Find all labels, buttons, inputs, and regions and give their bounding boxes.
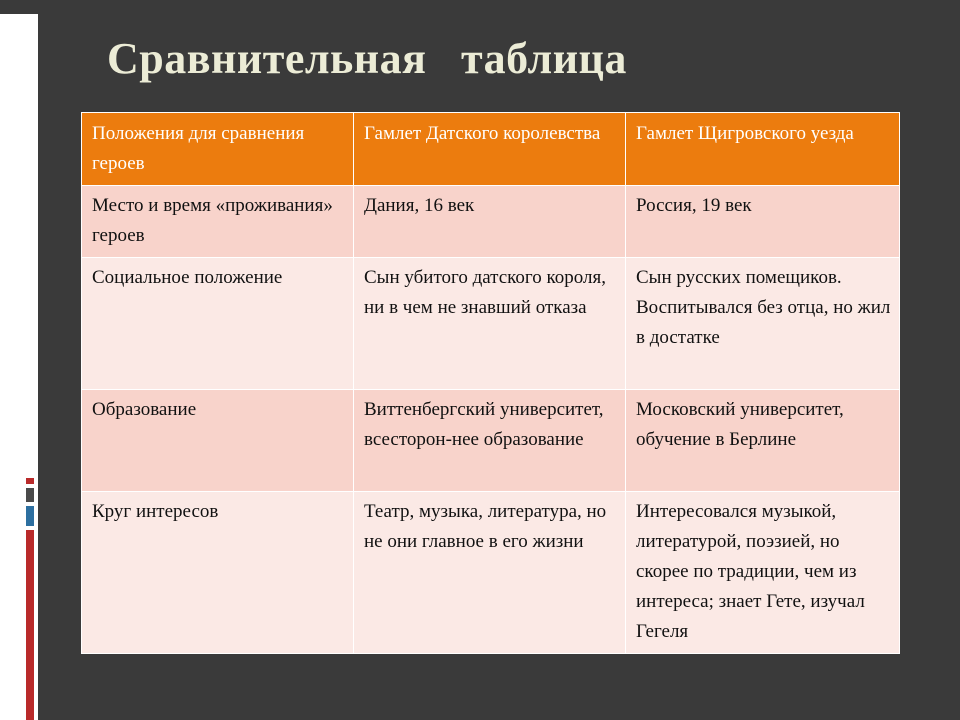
table-cell: Сын убитого датского короля, ни в чем не знавший отказа bbox=[354, 258, 626, 390]
table-cell: Дания, 16 век bbox=[354, 186, 626, 258]
table-cell: Театр, музыка, литература, но не они главное в его жизни bbox=[354, 492, 626, 654]
comparison-table-container bbox=[81, 112, 899, 654]
table-cell: Образование bbox=[82, 390, 354, 492]
table-cell: Виттенбергский университет, всесторон-нее образование bbox=[354, 390, 626, 492]
table-row bbox=[82, 492, 900, 654]
table-row bbox=[82, 390, 900, 492]
table-cell: Сын русских помещиков. Воспитывался без отца, но жил в достатке bbox=[626, 258, 900, 390]
table-cell: Круг интересов bbox=[82, 492, 354, 654]
table-header-row bbox=[82, 113, 900, 186]
table-cell: Россия, 19 век bbox=[626, 186, 900, 258]
table-cell: Место и время «проживания» героев bbox=[82, 186, 354, 258]
header-cell: Гамлет Щигровского уезда bbox=[626, 113, 900, 186]
table-cell: Социальное положение bbox=[82, 258, 354, 390]
table-cell: Интересовался музыкой, литературой, поэзией, но скорее по традиции, чем из интереса; знает Гете, изучал Гегеля bbox=[626, 492, 900, 654]
table-row bbox=[82, 258, 900, 390]
table-cell: Московский университет, обучение в Берлине bbox=[626, 390, 900, 492]
slide-title: Сравнительная таблица bbox=[107, 34, 627, 83]
header-cell: Положения для сравнения героев bbox=[82, 113, 354, 186]
header-cell: Гамлет Датского королевства bbox=[354, 113, 626, 186]
table-row bbox=[82, 186, 900, 258]
comparison-table bbox=[81, 112, 900, 654]
